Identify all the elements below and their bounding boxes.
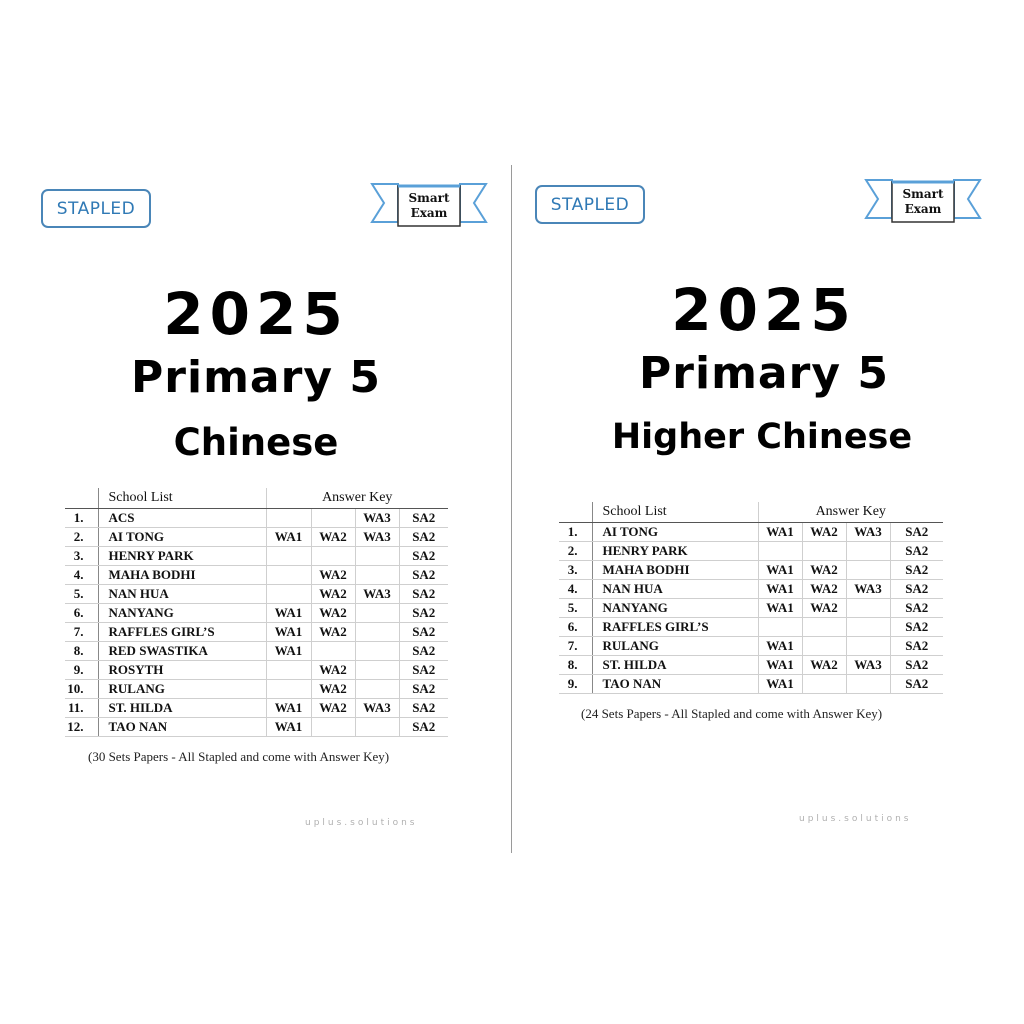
answer-key-wa1 [266, 509, 311, 528]
answer-key-wa3 [355, 566, 399, 585]
school-name: MAHA BODHI [592, 561, 758, 580]
school-name: RULANG [592, 637, 758, 656]
school-name: NAN HUA [592, 580, 758, 599]
row-number: 7. [65, 623, 98, 642]
answer-key-sa2: SA2 [399, 528, 448, 547]
answer-key-sa2: SA2 [399, 547, 448, 566]
answer-key-wa1: WA1 [266, 642, 311, 661]
answer-key-wa2: WA2 [802, 656, 846, 675]
row-number: 4. [65, 566, 98, 585]
answer-key-wa3 [355, 661, 399, 680]
answer-key-wa1 [266, 566, 311, 585]
answer-key-wa1: WA1 [266, 604, 311, 623]
answer-key-sa2: SA2 [890, 675, 943, 694]
row-number: 8. [559, 656, 592, 675]
table-row [65, 528, 448, 547]
year-title: 2025 [163, 280, 349, 348]
answer-key-wa1: WA1 [758, 561, 802, 580]
answer-key-wa2 [311, 718, 355, 737]
school-name: TAO NAN [592, 675, 758, 694]
answer-key-wa1: WA1 [758, 580, 802, 599]
answer-key-wa3 [846, 637, 890, 656]
higher-chinese-cover [512, 0, 1024, 1024]
table-row [559, 542, 943, 561]
school-name: ST. HILDA [98, 699, 266, 718]
answer-key-wa2: WA2 [311, 623, 355, 642]
watermark-footer: uplus.solutions [305, 818, 418, 828]
answer-key-wa2: WA2 [311, 661, 355, 680]
school-name: RAFFLES GIRL’S [592, 618, 758, 637]
answer-key-wa2 [802, 542, 846, 561]
answer-key-wa3: WA3 [846, 580, 890, 599]
answer-key-wa2: WA2 [802, 599, 846, 618]
table-header-row [559, 502, 943, 523]
school-list-table [559, 502, 943, 694]
table-row [65, 509, 448, 528]
row-number: 12. [65, 718, 98, 737]
answer-key-wa1 [758, 618, 802, 637]
row-number: 6. [65, 604, 98, 623]
answer-key-wa3 [355, 547, 399, 566]
school-name: ROSYTH [98, 661, 266, 680]
header-blank [559, 502, 592, 523]
answer-key-wa1: WA1 [758, 523, 802, 542]
answer-key-wa3: WA3 [846, 656, 890, 675]
table-row [65, 566, 448, 585]
row-number: 7. [559, 637, 592, 656]
answer-key-sa2: SA2 [890, 523, 943, 542]
row-number: 2. [65, 528, 98, 547]
answer-key-sa2: SA2 [399, 699, 448, 718]
answer-key-sa2: SA2 [890, 618, 943, 637]
school-list-table [65, 488, 448, 737]
school-name: NANYANG [98, 604, 266, 623]
answer-key-wa1: WA1 [758, 656, 802, 675]
answer-key-wa1 [266, 661, 311, 680]
stapled-badge: STAPLED [535, 185, 645, 224]
answer-key-wa3: WA3 [355, 509, 399, 528]
answer-key-wa1: WA1 [266, 528, 311, 547]
brand-line-exam: Exam [410, 206, 448, 220]
table-row [65, 585, 448, 604]
school-name: MAHA BODHI [98, 566, 266, 585]
table-header-row [65, 488, 448, 509]
answer-key-sa2: SA2 [890, 637, 943, 656]
table-row [559, 523, 943, 542]
answer-key-sa2: SA2 [399, 509, 448, 528]
school-name: RED SWASTIKA [98, 642, 266, 661]
answer-key-sa2: SA2 [399, 661, 448, 680]
answer-key-wa2: WA2 [311, 585, 355, 604]
table-row [65, 604, 448, 623]
school-name: RAFFLES GIRL’S [98, 623, 266, 642]
answer-key-wa1 [266, 585, 311, 604]
year-title: 2025 [671, 276, 857, 344]
grade-title: Primary 5 [131, 352, 381, 403]
answer-key-wa1 [758, 542, 802, 561]
row-number: 1. [65, 509, 98, 528]
answer-key-wa3: WA3 [355, 585, 399, 604]
grade-title: Primary 5 [639, 348, 889, 399]
watermark-footer: uplus.solutions [799, 814, 912, 824]
answer-key-wa3: WA3 [846, 523, 890, 542]
answer-key-wa1: WA1 [266, 623, 311, 642]
answer-key-wa2: WA2 [311, 604, 355, 623]
smart-exam-logo [370, 182, 488, 228]
answer-key-wa2: WA2 [802, 523, 846, 542]
table-row [65, 680, 448, 699]
school-name: RULANG [98, 680, 266, 699]
answer-key-wa3 [355, 604, 399, 623]
table-row [559, 675, 943, 694]
answer-key-wa2: WA2 [802, 561, 846, 580]
table-row [559, 561, 943, 580]
answer-key-sa2: SA2 [399, 604, 448, 623]
answer-key-sa2: SA2 [399, 623, 448, 642]
answer-key-wa1: WA1 [758, 675, 802, 694]
answer-key-wa2: WA2 [311, 566, 355, 585]
answer-key-wa1: WA1 [266, 718, 311, 737]
answer-key-header: Answer Key [266, 488, 448, 509]
answer-key-wa2 [802, 637, 846, 656]
school-name: HENRY PARK [98, 547, 266, 566]
brand-line-exam: Exam [904, 202, 942, 216]
table-row [559, 637, 943, 656]
stapled-badge: STAPLED [41, 189, 151, 228]
answer-key-wa3 [846, 561, 890, 580]
school-name: HENRY PARK [592, 542, 758, 561]
answer-key-wa2 [802, 618, 846, 637]
answer-key-sa2: SA2 [399, 566, 448, 585]
answer-key-sa2: SA2 [890, 599, 943, 618]
table-row [559, 656, 943, 675]
sets-note: (30 Sets Papers - All Stapled and come with Answer Key) [88, 749, 390, 764]
header-blank [65, 488, 98, 509]
answer-key-sa2: SA2 [399, 642, 448, 661]
answer-key-sa2: SA2 [399, 680, 448, 699]
answer-key-wa1 [266, 680, 311, 699]
answer-key-sa2: SA2 [399, 585, 448, 604]
row-number: 1. [559, 523, 592, 542]
answer-key-wa3 [846, 675, 890, 694]
table-row [559, 599, 943, 618]
brand-line-smart: Smart [902, 187, 944, 201]
answer-key-sa2: SA2 [399, 718, 448, 737]
answer-key-header: Answer Key [758, 502, 943, 523]
brand-line-smart: Smart [408, 191, 450, 205]
table-row [65, 699, 448, 718]
row-number: 11. [65, 699, 98, 718]
table-row [65, 623, 448, 642]
answer-key-wa3 [355, 680, 399, 699]
answer-key-wa3 [355, 718, 399, 737]
row-number: 10. [65, 680, 98, 699]
table-row [65, 661, 448, 680]
school-name: ST. HILDA [592, 656, 758, 675]
answer-key-sa2: SA2 [890, 561, 943, 580]
answer-key-wa2 [311, 547, 355, 566]
answer-key-wa1 [266, 547, 311, 566]
answer-key-wa2: WA2 [802, 580, 846, 599]
row-number: 2. [559, 542, 592, 561]
sets-note: (24 Sets Papers - All Stapled and come with Answer Key) [581, 706, 883, 721]
answer-key-wa1: WA1 [266, 699, 311, 718]
answer-key-wa1: WA1 [758, 599, 802, 618]
answer-key-wa2 [802, 675, 846, 694]
school-name: AI TONG [98, 528, 266, 547]
school-list-header: School List [98, 488, 266, 509]
row-number: 5. [559, 599, 592, 618]
answer-key-wa1: WA1 [758, 637, 802, 656]
row-number: 3. [65, 547, 98, 566]
row-number: 8. [65, 642, 98, 661]
answer-key-wa3 [355, 623, 399, 642]
school-name: NANYANG [592, 599, 758, 618]
answer-key-wa2: WA2 [311, 528, 355, 547]
answer-key-wa3 [846, 599, 890, 618]
row-number: 5. [65, 585, 98, 604]
answer-key-wa2 [311, 642, 355, 661]
table-row [65, 642, 448, 661]
row-number: 3. [559, 561, 592, 580]
answer-key-wa3: WA3 [355, 528, 399, 547]
answer-key-sa2: SA2 [890, 580, 943, 599]
school-name: AI TONG [592, 523, 758, 542]
brand-text [895, 187, 951, 217]
table-row [65, 718, 448, 737]
row-number: 9. [559, 675, 592, 694]
row-number: 4. [559, 580, 592, 599]
table-row [559, 580, 943, 599]
answer-key-wa3: WA3 [355, 699, 399, 718]
school-name: NAN HUA [98, 585, 266, 604]
answer-key-wa3 [846, 542, 890, 561]
brand-text [401, 191, 457, 221]
answer-key-sa2: SA2 [890, 542, 943, 561]
answer-key-wa2 [311, 509, 355, 528]
school-name: TAO NAN [98, 718, 266, 737]
answer-key-wa2: WA2 [311, 699, 355, 718]
row-number: 9. [65, 661, 98, 680]
answer-key-wa2: WA2 [311, 680, 355, 699]
subject-title: Higher Chinese [611, 417, 913, 457]
school-name: ACS [98, 509, 266, 528]
subject-title: Chinese [173, 421, 339, 464]
answer-key-wa3 [355, 642, 399, 661]
table-row [65, 547, 448, 566]
school-list-header: School List [592, 502, 758, 523]
table-row [559, 618, 943, 637]
answer-key-sa2: SA2 [890, 656, 943, 675]
row-number: 6. [559, 618, 592, 637]
smart-exam-logo [864, 178, 982, 224]
answer-key-wa3 [846, 618, 890, 637]
